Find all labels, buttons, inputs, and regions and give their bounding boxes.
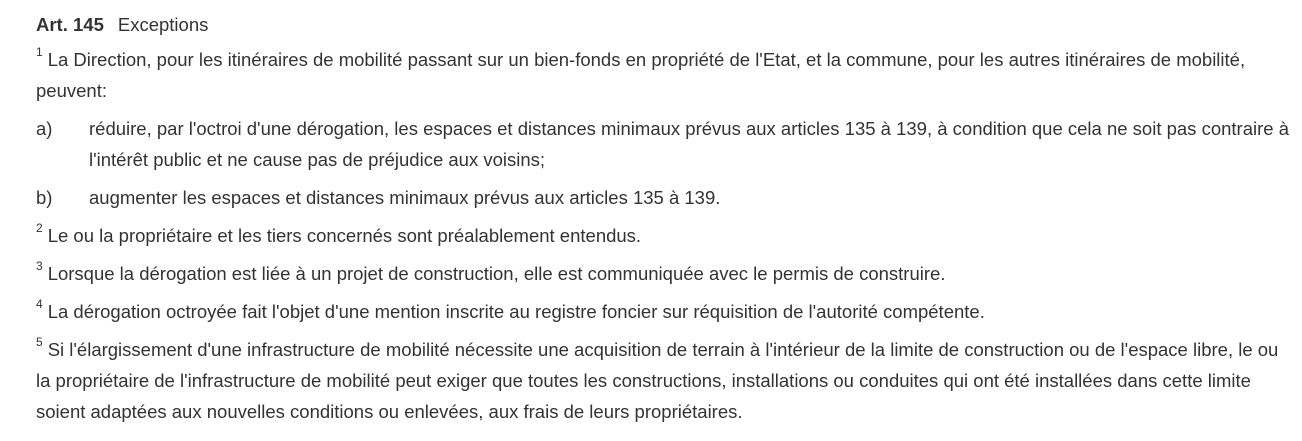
paragraph-text: La Direction, pour les itinéraires de mobilité passant sur un bien-fonds en propriété de l'Etat, et la commune, pour les autres itinéraires de mobilité, peuvent: bbox=[36, 49, 1246, 101]
list-item-a bbox=[36, 113, 1296, 175]
paragraph-4 bbox=[36, 296, 1296, 327]
paragraph-2 bbox=[36, 220, 1296, 251]
paragraph-number: 5 bbox=[36, 335, 43, 349]
list-item-b bbox=[36, 182, 1296, 213]
article-title: Exceptions bbox=[117, 14, 209, 35]
list-text: augmenter les espaces et distances minimaux prévus aux articles 135 à 139. bbox=[89, 187, 721, 208]
list-label: a) bbox=[36, 118, 53, 139]
list-text: réduire, par l'octroi d'une dérogation, les espaces et distances minimaux prévus aux articles 135 à 139, à condition que cela ne soit pas contraire à l'intérêt public et ne cause pas de préjudice aux voisins; bbox=[89, 118, 1289, 170]
paragraph-number: 1 bbox=[36, 45, 43, 59]
list-label: b) bbox=[36, 187, 53, 208]
paragraph-number: 2 bbox=[36, 221, 43, 235]
paragraph-text: Lorsque la dérogation est liée à un projet de construction, elle est communiquée avec le permis de construire. bbox=[47, 263, 946, 284]
paragraph-number: 3 bbox=[36, 259, 43, 273]
paragraph-text: Le ou la propriétaire et les tiers concernés sont préalablement entendus. bbox=[47, 225, 642, 246]
paragraph-5 bbox=[36, 334, 1296, 427]
article bbox=[36, 10, 1296, 434]
article-number: Art. 145 bbox=[36, 14, 104, 35]
paragraph-1 bbox=[36, 44, 1296, 106]
paragraph-text: Si l'élargissement d'une infrastructure de mobilité nécessite une acquisition de terrain à l'intérieur de la limite de construction ou de l'espace libre, le ou la propriétaire de l'infrastructure de mobilité peut exiger que toutes les constructions, installations ou conduites qui ont été installées dans cette limite soient adaptées aux nouvelles conditions ou enlevées, aux frais de leurs propriétaires. bbox=[36, 339, 1279, 422]
paragraph-number: 4 bbox=[36, 297, 43, 311]
article-heading bbox=[36, 10, 1296, 40]
paragraph-text: La dérogation octroyée fait l'objet d'une mention inscrite au registre foncier sur réquisition de l'autorité compétente. bbox=[47, 301, 985, 322]
paragraph-3 bbox=[36, 258, 1296, 289]
